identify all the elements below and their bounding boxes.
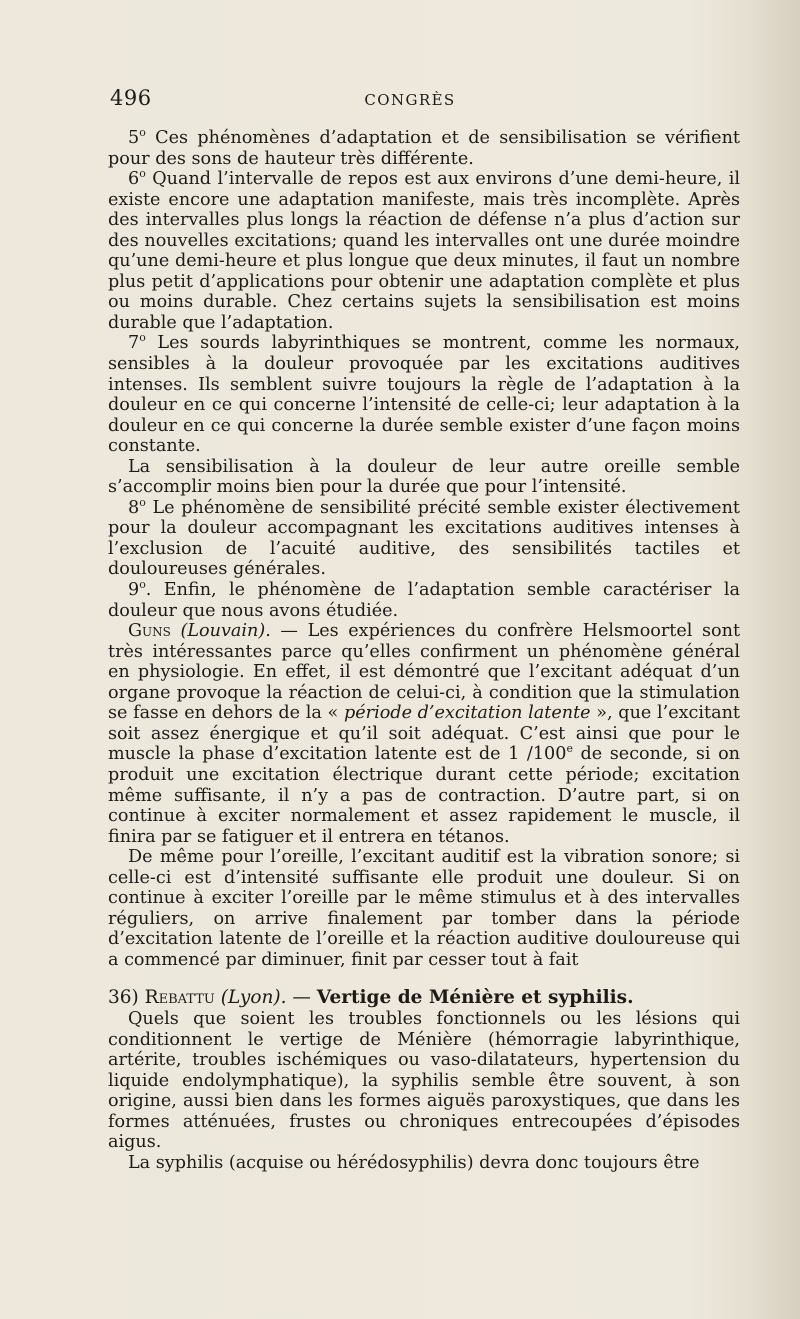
section-number: 36) <box>108 987 139 1009</box>
paragraph-5 <box>108 128 740 169</box>
paragraph-9 <box>108 580 740 621</box>
item-number: 7 <box>128 333 140 354</box>
paragraph-syphilis: La syphilis (acquise ou hérédosyphilis) devra donc toujours être <box>128 1152 700 1173</box>
section-city: (Lyon). <box>220 987 287 1009</box>
ordinal-sup: o <box>139 167 146 181</box>
paragraph-meniere: Quels que soient les troubles fonctionnels ou les lésions qui conditionnent le vertige de Ménière (hémorragie labyrinthique, artérite, troubles ischémiques ou vaso-dilatateurs, hypertension du liquide endolymphatique), la syphilis semble être souvent, à son origine, aussi bien dans les formes aiguës paroxystiques, que dans les formes atténuées, frustes ou chroniques entrecoupées d’épisodes aigus. <box>108 1008 740 1153</box>
author-city: (Louvain). <box>180 621 271 642</box>
paragraph-6 <box>108 169 740 333</box>
paragraph-guns <box>108 621 740 847</box>
ordinal-sup: o <box>139 126 146 140</box>
paragraph-text: Le phénomène de sensibilité précité semble exister électivement pour la douleur accompagnant les excitations auditives intenses à l’exclusion de l’acuité auditive, des sensibilités tactiles et douloureuses générales. <box>108 497 740 580</box>
paragraph-7b: La sensibilisation à la douleur de leur autre oreille semble s’accomplir moins bien pour la durée que pour l’intensité. <box>108 456 740 498</box>
page-header <box>110 86 750 116</box>
paragraph-text: Quand l’intervalle de repos est aux environs d’une demi-heure, il existe encore une adaptation manifeste, mais très incomplète. Après des intervalles plus longs la réaction de défense n’a plus d’action sur des nouvelles excitations; quand les intervalles ont une durée moindre qu’une demi-heure et plus longue que deux minutes, il faut un nombre plus petit d’applications pour obtenir une adaptation complète et plus ou moins durable. Chez certains sujets la sensibilisation est moins durable que l’adaptation. <box>108 169 740 333</box>
paragraph-text: . Enfin, le phénomène de l’adaptation semble caractériser la douleur que nous avons étudiée. <box>108 580 740 621</box>
item-number: 8 <box>128 497 140 518</box>
section-dash: — <box>286 987 317 1009</box>
paragraph-text: — Les expériences du confrère Helsmoortel sont très intéressantes parce qu’elles confirment un phénomène général en physiologie. En effet, il est démontré que l’excitant adéquat d’un organe provoque la réaction de celui-ci, à condition que la stimulation se fasse en dehors de la « <box>108 621 741 724</box>
paragraph-text: Ces phénomènes d’adaptation et de sensibilisation se vérifient pour des sons de hauteur très différente. <box>108 128 740 169</box>
running-title: CONGRÈS <box>364 91 456 109</box>
paragraph-8 <box>108 495 740 580</box>
superscript: e <box>566 742 573 756</box>
section-author: Rebattu <box>144 987 215 1009</box>
section-spacer <box>108 970 740 988</box>
page-body <box>108 128 740 1173</box>
quoted-term: période d’excitation latente <box>344 703 591 724</box>
author-name: Guns <box>128 621 171 642</box>
section-heading <box>108 988 740 1009</box>
page-number: 496 <box>110 86 152 110</box>
paragraph-7 <box>108 333 740 456</box>
item-number: 5 <box>128 128 140 148</box>
paragraph-text: de seconde, si on produit une excitation électrique durant cette période; excitation même suffisante, il n’y a pas de contraction. D’autre part, si on continue à exciter normalement et assez rapidement le muscle, il finira par se fatiguer et il entrera en tétanos. <box>108 744 740 847</box>
ordinal-sup: o <box>139 495 146 509</box>
item-number: 6 <box>128 169 140 190</box>
section-title: Vertige de Ménière et syphilis. <box>316 987 634 1009</box>
item-number: 9 <box>128 580 140 601</box>
ordinal-sup: o <box>139 578 146 592</box>
ordinal-sup: o <box>139 331 146 345</box>
paragraph-ear: De même pour l’oreille, l’excitant auditif est la vibration sonore; si celle-ci est d’intensité suffisante elle produit une douleur. Si on continue à exciter l’oreille par le même stimulus et à des intervalles réguliers, on arrive finalement par tomber dans la période d’excitation latente de l’oreille et la réaction auditive douloureuse qui a commencé par diminuer, finit par cesser tout à fait <box>108 847 740 970</box>
paragraph-text: », que l’excitant soit assez énergique et qu’il soit adéquat. C’est ainsi que pour le muscle la phase d’excitation latente est de 1 /100 <box>108 703 740 765</box>
paragraph-text: Les sourds labyrinthiques se montrent, comme les normaux, sensibles à la douleur provoquée par les excitations auditives intenses. Ils semblent suivre toujours la règle de l’adaptation à la douleur en ce qui concerne l’intensité de celle-ci; leur adaptation à la douleur en ce qui concerne la durée semble exister d’une façon moins constante. <box>108 333 740 457</box>
